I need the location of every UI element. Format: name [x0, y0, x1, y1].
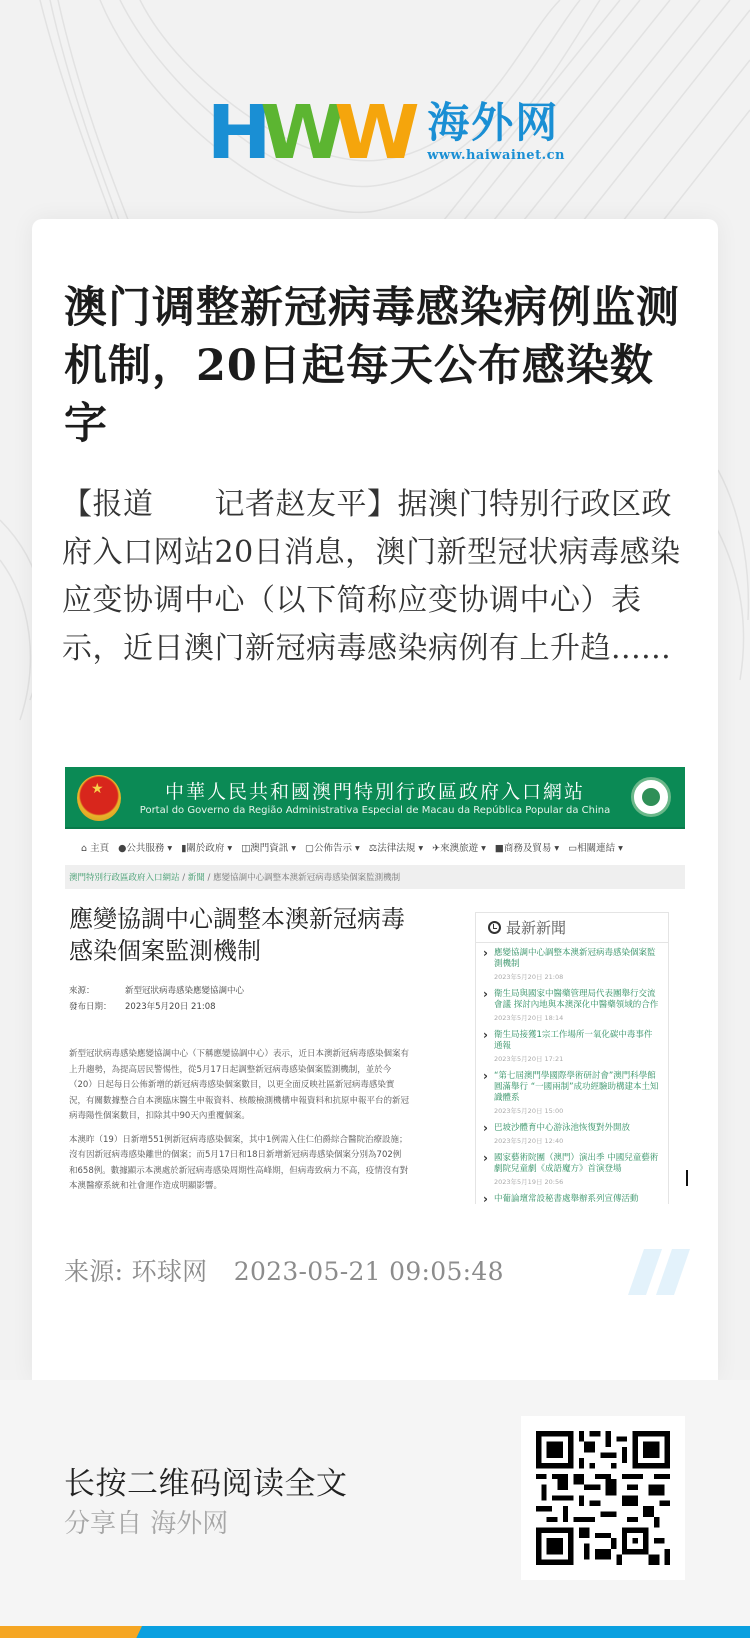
breadcrumb-home: 澳門特別行政區政府入口網站 — [69, 873, 180, 883]
breadcrumb-section: 新聞 — [187, 873, 205, 883]
text-cursor — [686, 1170, 688, 1186]
logo-hww-mark — [206, 90, 412, 176]
portal-title-cn: 中華人民共和國澳門特別行政區政府入口網站 — [164, 781, 585, 803]
plane-icon: ✈ — [432, 843, 441, 854]
news-item: › 國家藝術院團（澳門）演出季 中國兒童藝術劇院兒童劇《成語魔方》首演登場 2023年5月19日 20:56 — [476, 1148, 668, 1189]
nav-business: ■商務及貿易 ▾ — [494, 843, 560, 854]
nav-home: ⌂ 主頁 — [81, 843, 110, 854]
source-name: 环球网 — [131, 1257, 208, 1286]
share-source: 分享自 海外网 — [64, 1509, 229, 1539]
article-source — [64, 1252, 504, 1288]
logo-letter-w1: W — [260, 90, 338, 176]
news-item: › 衛生局與國家中醫藥管理局代表團舉行交流會議 探討內地與本澳深化中醫藥領域的合作 2023年5月20日 18:14 — [476, 984, 668, 1025]
logo-name: 海外网 — [427, 97, 560, 147]
share-footer — [0, 1380, 750, 1626]
nav-about-gov: ▮關於政府 ▾ — [181, 843, 233, 854]
info-icon: ● — [118, 843, 127, 854]
news-item: › 應變協調中心調整本澳新冠病毒感染個案監測機制 2023年5月20日 21:08 — [476, 943, 668, 984]
folder-icon: ▭ — [568, 843, 578, 854]
book-icon: ◫ — [241, 843, 251, 854]
qr-code[interactable] — [521, 1416, 685, 1580]
quote-mark-icon — [628, 1249, 698, 1295]
news-item: › 衛生局接獲1宗工作場所一氧化碳中毒事件通報 2023年5月20日 17:21 — [476, 1025, 668, 1066]
logo-letter-h: H — [206, 90, 264, 176]
portal-article-body: 新型冠狀病毒感染應變協調中心（下稱應變協調中心）表示，近日本澳新冠病毒感染個案有上升趨勢，為提高居民警惕性，從5月17日起調整新冠病毒感染個案監測機制，並於今（20）日起每日公佈新增的新冠病毒感染個案數目，以更全面反映社區新冠病毒感染實況，有關數據整合自本澳臨床醫生申報資料、核酸檢測機構申報資料和抗原申報平台的新冠病毒陽性個案數目，扣除其中90天內重覆個案。 本澳昨（19）日新增551例新冠病毒感染個案，其中1例需入住仁伯爵綜合醫院治療設施；沒有因新冠病毒感染離世的個案；而5月17日和18日新增新冠病毒感染個案分別為702例和658例。數據顯示本澳處於新冠病毒感染周期性高峰期，但病毒致病力不高，疫情沒有對本澳醫療系統和社會運作造成明顯影響。 — [69, 1049, 410, 1191]
bottom-accent-orange — [0, 1626, 142, 1638]
publish-time: 2023-05-21 09:05:48 — [233, 1257, 504, 1286]
article-image — [65, 767, 685, 1204]
portal-title-pt: Portal do Governo da Região Administrativa Especial de Macau da República Popular da China — [139, 805, 611, 816]
notice-icon: ▢ — [304, 843, 314, 854]
home-icon: ⌂ — [81, 843, 88, 854]
nav-public-services: ●公共服務 ▾ — [118, 843, 173, 854]
source-label: 来源: — [64, 1257, 124, 1286]
qr-code-icon — [536, 1431, 670, 1565]
portal-nav — [65, 829, 685, 865]
haiwainet-logo — [206, 90, 565, 176]
article-card — [32, 219, 718, 1380]
clock-icon — [488, 921, 501, 934]
qr-cta-text: 长按二维码阅读全文 — [64, 1466, 348, 1502]
portal-article-meta: 來源： 新型冠狀病毒感染應變協調中心 發布日期： 2023年5月20日 21:08 — [69, 986, 245, 1012]
portal-breadcrumb: 澳門特別行政區政府入口網站 / 新聞 / 應變協調中心調整本澳新冠病毒感染個案監測機制 — [65, 865, 685, 889]
news-item: › 中葡論壇常設秘書處舉辦系列宣傳活動 — [476, 1189, 668, 1204]
news-item: › “第七屆澳門學國際學術研討會”澳門科學館圓滿舉行 “一國兩制”成功經驗助構建本土知識體系 2023年5月20日 15:00 — [476, 1066, 668, 1118]
nav-macau-info: ◫澳門資訊 ▾ — [241, 843, 296, 854]
article-title: 澳门调整新冠病毒感染病例监测机制，20日起每天公布感染数字 — [64, 283, 680, 449]
latest-news-title: 最新新聞 — [506, 919, 567, 937]
portal-article-title: 應變協調中心調整本澳新冠病毒感染個案監測機制 — [69, 905, 405, 965]
breadcrumb-current: 應變協調中心調整本澳新冠病毒感染個案監測機制 — [213, 873, 401, 883]
scales-icon: ⚖ — [368, 843, 378, 854]
news-item: › 巴坡沙體育中心游泳池恢復對外開放 2023年5月20日 12:40 — [476, 1118, 668, 1148]
nav-laws: ⚖法律法規 ▾ — [368, 843, 424, 854]
nav-tourism: ✈來澳旅遊 ▾ — [432, 843, 486, 854]
latest-news-panel — [475, 912, 669, 1204]
article-summary: 【报道 记者赵友平】据澳门特别行政区政府入口网站20日消息，澳门新型冠状病毒感染应变协调中心（以下简称应变协调中心）表示，近日澳门新冠病毒感染病例有上升趋...... — [62, 487, 681, 666]
bookmark-icon: ▮ — [181, 843, 187, 854]
logo-letter-w2: W — [333, 90, 412, 176]
macau-emblem-icon — [631, 777, 671, 817]
logo-url: www.haiwainet.cn — [427, 147, 565, 163]
nav-notices: ▢公佈告示 ▾ — [304, 843, 360, 854]
nav-links: ▭相關連結 ▾ — [568, 843, 623, 854]
briefcase-icon: ■ — [494, 843, 504, 854]
portal-header — [65, 767, 685, 829]
bottom-accent-bar — [0, 1626, 750, 1638]
